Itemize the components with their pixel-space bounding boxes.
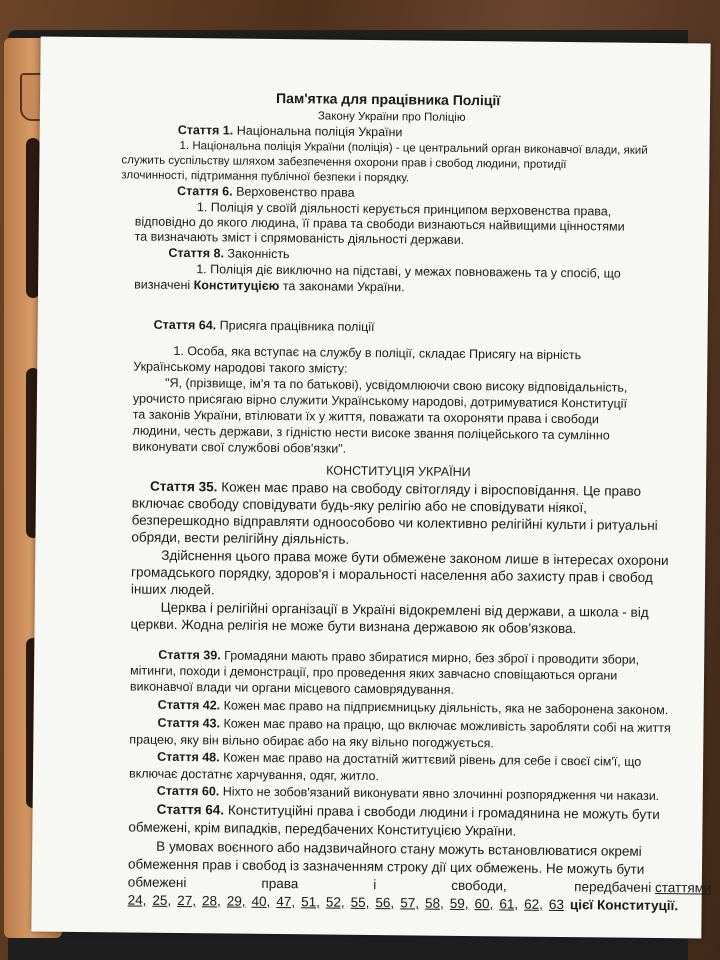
article-1-text: служить суспільству шляхом забезпечення охорони прав і свобод людини, протидії bbox=[121, 154, 567, 172]
article-35-text: Стаття 35. Кожен має право на свободу світогляду і віросповідання. Це право bbox=[149, 478, 642, 499]
article-6-heading: Стаття 6. Верховенство права bbox=[177, 183, 355, 200]
article-reference-link: 29, bbox=[226, 893, 246, 909]
article-reference-link: 57, bbox=[400, 895, 420, 911]
oath-text: урочисто присягаю вірно служити Українському народові, дотримуватися Конституції bbox=[132, 391, 628, 411]
article-64-ending: цієї Конституції. bbox=[569, 897, 679, 914]
article-reference-link: 63 bbox=[548, 896, 565, 913]
article-1-text: 1. Національна поліція України (поліція) - це центральний орган виконавчої влади, який bbox=[179, 139, 648, 157]
article-64-text: обмеження прав і свобод із зазначенням строку дії цих обмежень. Не можуть бути bbox=[127, 856, 645, 877]
article-reference-link: 25, bbox=[152, 892, 172, 908]
article-35-text: інших людей. bbox=[130, 581, 215, 598]
oath-text: Українському народові такого змісту: bbox=[133, 359, 348, 376]
article-reference-link: 58, bbox=[424, 895, 444, 911]
article-42-text: Стаття 42. Кожен має право на підприємницьку діяльність, яка не заборонена законом. bbox=[157, 697, 669, 718]
article-64-oath-heading: Стаття 64. Присяга працівника поліції bbox=[153, 317, 375, 335]
article-35-text: Церква і релігійні організації в Україні відокремлені від держави, а школа - від bbox=[160, 599, 649, 620]
article-6-text: 1. Поліція у своїй діяльності керується принципом верховенства права, bbox=[196, 200, 612, 219]
constitution-heading: КОНСТИТУЦІЯ УКРАЇНИ bbox=[326, 463, 471, 480]
article-48-text: включає достатнє харчування, одяг, житло. bbox=[128, 766, 380, 784]
article-reference-link: 40, bbox=[251, 893, 271, 909]
article-39-text: Стаття 39. Громадяни мають право збиратися мирно, без зброї і проводити збори, bbox=[158, 647, 640, 667]
article-reference-link: 28, bbox=[201, 893, 221, 909]
article-8-text: 1. Поліція діє виключно на підставі, у межах повноважень та у спосіб, що bbox=[196, 262, 621, 281]
article-reference-link: 52, bbox=[325, 894, 345, 910]
article-6-text: відповідно до якого людина, її права та свободи визнаються найвищими цінностями bbox=[134, 214, 625, 234]
article-60-text: Стаття 60. Ніхто не зобов'язаний виконувати явно злочинні розпорядження чи накази. bbox=[156, 783, 660, 804]
article-6-text: та визначають зміст і спрямованість діяльності держави. bbox=[134, 229, 465, 247]
article-reference-link: 27, bbox=[177, 892, 197, 909]
article-1-text: злочинності, підтримання публічної безпеки і порядку. bbox=[121, 169, 410, 185]
article-35-text: обряди, вести релігійну діяльність. bbox=[131, 529, 350, 547]
oath-text: людини, честь держави, з гідністю нести високе звання поліцейського та сумлінно bbox=[132, 423, 610, 443]
article-35-text: церкви. Жодна релігія не може бути визнана державою як обов'язкова. bbox=[130, 616, 577, 637]
article-35-text: Здійснення цього права може бути обмежене законом лише в інтересах охорони bbox=[161, 547, 669, 569]
oath-text: 1. Особа, яка вступає на службу в поліції, складає Присягу на вірність bbox=[173, 343, 582, 363]
article-reference-link: 56, bbox=[375, 895, 395, 911]
oath-text: та законів України, втілювати їх у життя, поважати та охороняти права і свободи bbox=[132, 407, 599, 427]
article-reference-link: 62, bbox=[524, 896, 544, 912]
page-title: Пам'ятка для працівника Поліції bbox=[275, 89, 501, 109]
article-64-text: Стаття 64. Конституційні права і свободи людини і громадянина не можуть бути bbox=[156, 801, 660, 823]
article-35-text: громадського порядку, здоров'я і моральності населення або захисту прав і свобод bbox=[131, 564, 653, 585]
article-1-heading: Стаття 1. Національна поліція України bbox=[177, 122, 403, 140]
article-8-text: визначені Конституцією та законами України. bbox=[134, 277, 405, 295]
oath-text: виконувати свої службові обов'язки". bbox=[132, 439, 347, 456]
article-39-text: мітинги, походи і демонстрації, про проведення яких завчасно сповіщаються органи bbox=[129, 663, 618, 683]
page-subtitle: Закону України про Поліцію bbox=[317, 110, 466, 124]
article-reference-link: 47, bbox=[276, 894, 296, 910]
article-reference-link: 61, bbox=[499, 896, 519, 912]
article-reference-link: 59, bbox=[449, 895, 469, 912]
article-64-text: В умовах воєнного або надзвичайного стану можуть встановлюватися окремі bbox=[156, 838, 642, 859]
article-48-text: Стаття 48. Кожен має право на достатній життєвий рівень для себе і своєї сім'ї, що bbox=[157, 749, 642, 769]
article-reference-link: 24, bbox=[127, 892, 147, 908]
article-64-text: обмежені права і свободи, передбачені статтями bbox=[127, 874, 712, 896]
article-reference-link: 60, bbox=[474, 896, 494, 912]
article-8-heading: Стаття 8. Законність bbox=[168, 245, 290, 262]
article-reference-link: 55, bbox=[350, 894, 370, 911]
article-reference-link: 51, bbox=[301, 894, 320, 910]
article-35-text: включає свободу сповідувати будь-яку релігію або не сповідувати ніякої, bbox=[131, 495, 588, 516]
article-35-text: безперешкодно відправляти одноособово чи колективно релігійні культи і ритуальні bbox=[131, 512, 658, 534]
document-page bbox=[31, 37, 710, 939]
article-43-text: працею, яку він вільно обирає або на яку вільно погоджується. bbox=[129, 732, 495, 751]
article-64-text: обмежені, крім випадків, передбачених Конституцією України. bbox=[128, 819, 517, 839]
oath-text: "Я, (прізвище, ім'я та по батькові), усвідомлюючи свою високу відповідальність, bbox=[165, 375, 628, 395]
article-43-text: Стаття 43. Кожен має право на працю, що включає можливість заробляти собі на життя bbox=[157, 715, 671, 736]
article-39-text: виконавчої влади чи органи місцевого самоврядування. bbox=[129, 679, 455, 697]
